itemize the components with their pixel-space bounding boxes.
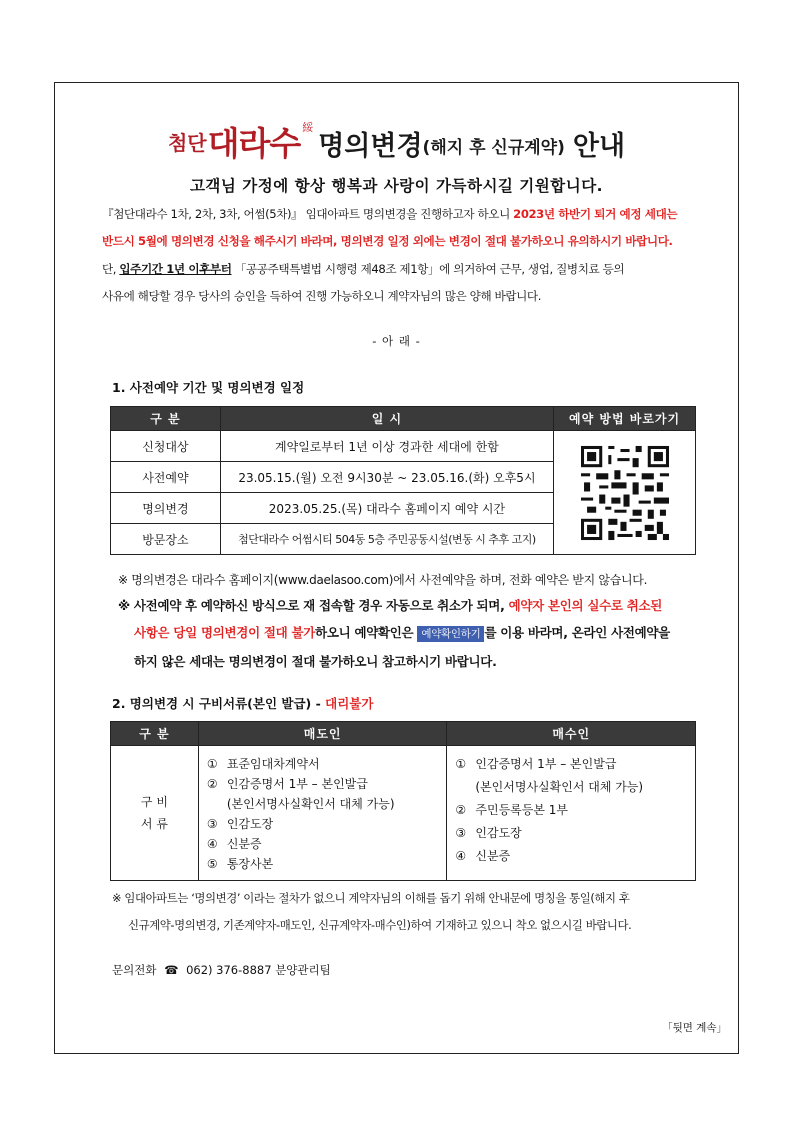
note-text-2: 하오니 예약확인은: [315, 625, 418, 640]
list-num: ④: [206, 837, 218, 851]
list-text: (본인서명사실확인서 대체 가능): [226, 797, 395, 811]
list-item: [207, 855, 447, 874]
contact-info: [112, 962, 331, 978]
row-value: 첨단대라수 어썸시티 504동 5층 주민공동시설(변동 시 추후 고지): [220, 524, 553, 555]
section1-title: 1. 사전예약 기간 및 명의변경 일정: [112, 380, 305, 395]
list-text: 신분증: [475, 849, 511, 863]
seller-docs: [198, 746, 447, 881]
section2-title-red: 대리불가: [325, 696, 374, 711]
list-item: [207, 755, 447, 774]
title-main: 명의변경: [318, 131, 423, 162]
row-value: 2023.05.25.(목) 대라수 홈페이지 예약 시간: [220, 493, 553, 524]
note-text: ※ 사전예약 후 예약하신 방식으로 재 접속할 경우 자동으로 취소가 되며,: [118, 598, 509, 613]
greeting: 고객님 가정에 항상 행복과 사랑이 가득하시길 기원합니다.: [189, 177, 604, 195]
intro-line-3: [102, 256, 692, 282]
row-label: 명의변경: [111, 493, 221, 524]
intro-text: 『첨단대라수 1차, 2차, 3차, 어썸(5차)』 임대아파트 명의변경을 진행하고자 하오니: [102, 207, 514, 221]
buyer-doc-list: [455, 746, 695, 866]
list-text: 인감도장: [475, 826, 522, 840]
logo-small-text: 첨단: [167, 131, 207, 155]
row-label: 신청대상: [111, 431, 221, 462]
intro-underlined: 입주기간 1년 이후부터: [119, 262, 232, 276]
qr-code-icon[interactable]: [581, 445, 669, 541]
page-title: [0, 108, 793, 163]
intro-text-3b: 「공공주택특별법 시행령 제48조 제1항」에 의거하여 근무, 생업, 질병치료 등의: [234, 262, 625, 276]
list-num: ③: [206, 817, 218, 831]
buyer-docs: [447, 746, 696, 881]
list-num: ②: [206, 777, 218, 791]
list-item: [207, 835, 447, 854]
note-red-text: 예약자 본인의 실수로 취소된: [508, 598, 663, 613]
intro-red-text: 2023년 하반기 퇴거 예정 세대는: [513, 207, 678, 221]
list-text: 인감도장: [226, 817, 274, 831]
intro-line-1: [102, 201, 692, 227]
title-paren: (해지 후 신규계약): [422, 138, 565, 158]
col-header-seller: 매도인: [198, 722, 447, 746]
list-item: [207, 815, 447, 834]
list-num: ③: [455, 826, 467, 840]
list-text: 표준임대차계약서: [226, 757, 320, 771]
list-num: ②: [455, 803, 467, 817]
qr-cell[interactable]: [554, 431, 696, 555]
list-num: ①: [206, 757, 218, 771]
reservation-check-button[interactable]: 예약확인하기: [417, 626, 484, 642]
row-label-line-1: 구 비: [140, 795, 168, 809]
bottom-note: [112, 885, 702, 939]
logo-seal: 綏: [302, 121, 314, 134]
row-value: 23.05.15.(월) 오전 9시30분 ~ 23.05.16.(화) 오후5시: [220, 462, 553, 493]
note-reservation-cancel: [118, 592, 698, 675]
list-text: 인감증명서 1부 – 본인발급: [226, 777, 368, 791]
schedule-table: [110, 406, 696, 555]
list-text: 통장사본: [226, 857, 274, 871]
note-reservation-online: ※ 명의변경은 대라수 홈페이지(www.daelasoo.com)에서 사전예약을 하며, 전화 예약은 받지 않습니다.: [118, 573, 648, 587]
section-divider-note: - 아 래 -: [372, 334, 421, 348]
continue-note: 「뒷면 계속」: [662, 1022, 727, 1034]
intro-line-2: [102, 228, 692, 254]
bottom-note-line-1: ※ 임대아파트는 ‘명의변경’ 이라는 절차가 없으니 계약자님의 이해를 돕기 위해 안내문에 명칭을 통일(해지 후: [112, 891, 630, 905]
phone-icon: ☎: [164, 963, 179, 977]
intro-text-4: 사유에 해당할 경우 당사의 승인을 득하여 진행 가능하오니 계약자님의 많은 양해 바랍니다.: [102, 289, 542, 303]
list-item: [455, 824, 695, 843]
list-text: 주민등록등본 1부: [475, 803, 569, 817]
section2-title-text: 2. 명의변경 시 구비서류(본인 발급) -: [112, 696, 326, 711]
documents-table: [110, 721, 696, 881]
row-label-line-2: 서 류: [140, 817, 168, 831]
col-header-buyer: 매수인: [447, 722, 696, 746]
list-item: [455, 778, 695, 797]
list-num: ④: [455, 849, 467, 863]
col-header-reservation: 예약 방법 바로가기: [554, 407, 696, 431]
row-label: [111, 746, 199, 881]
list-item: [455, 847, 695, 866]
list-text: 인감증명서 1부 – 본인발급: [475, 757, 617, 771]
bottom-note-line-2: 신규계약-명의변경, 기존계약자-매도인, 신규계약자-매수인)하여 기재하고 있으니 착오 없으시길 바랍니다.: [128, 918, 632, 932]
list-num: ①: [455, 757, 467, 771]
list-text: 신분증: [226, 837, 262, 851]
col-header-category: 구 분: [111, 722, 199, 746]
row-label: 사전예약: [111, 462, 221, 493]
intro-red-text-2: 반드시 5월에 명의변경 신청을 해주시기 바라며, 명의변경 일정 외에는 변경이 절대 불가하오니 유의하시기 바랍니다.: [102, 234, 673, 248]
list-item: [455, 755, 695, 774]
list-num: ⑤: [206, 857, 218, 871]
list-item: [455, 801, 695, 820]
contact-team: 분양관리팀: [275, 963, 331, 977]
title-end: 안내: [572, 131, 626, 162]
seller-doc-list: [207, 746, 447, 874]
col-header-datetime: 일 시: [220, 407, 553, 431]
contact-number[interactable]: 062) 376-8887: [186, 963, 272, 977]
note-text-4: 하지 않은 세대는 명의변경이 절대 불가하오니 참고하시기 바랍니다.: [134, 654, 497, 669]
contact-label: 문의전화: [112, 963, 157, 977]
logo-big-text: 대라수: [207, 124, 301, 163]
col-header-category: 구 분: [111, 407, 221, 431]
note-text-3: 를 이용 바라며, 온라인 사전예약을: [484, 625, 670, 640]
row-value: 계약일로부터 1년 이상 경과한 세대에 한함: [220, 431, 553, 462]
intro-text-3a: 단,: [102, 262, 120, 276]
table-row: [111, 431, 696, 462]
note-red-text-2: 사항은 당일 명의변경이 절대 불가: [134, 625, 316, 640]
list-item: [207, 795, 447, 814]
list-text: (본인서명사실확인서 대체 가능): [475, 780, 644, 794]
section2-title: [112, 694, 373, 712]
table-row: [111, 746, 696, 881]
brand-logo: [167, 121, 314, 163]
list-item: [207, 775, 447, 794]
row-label: 방문장소: [111, 524, 221, 555]
intro-line-4: [102, 283, 692, 309]
